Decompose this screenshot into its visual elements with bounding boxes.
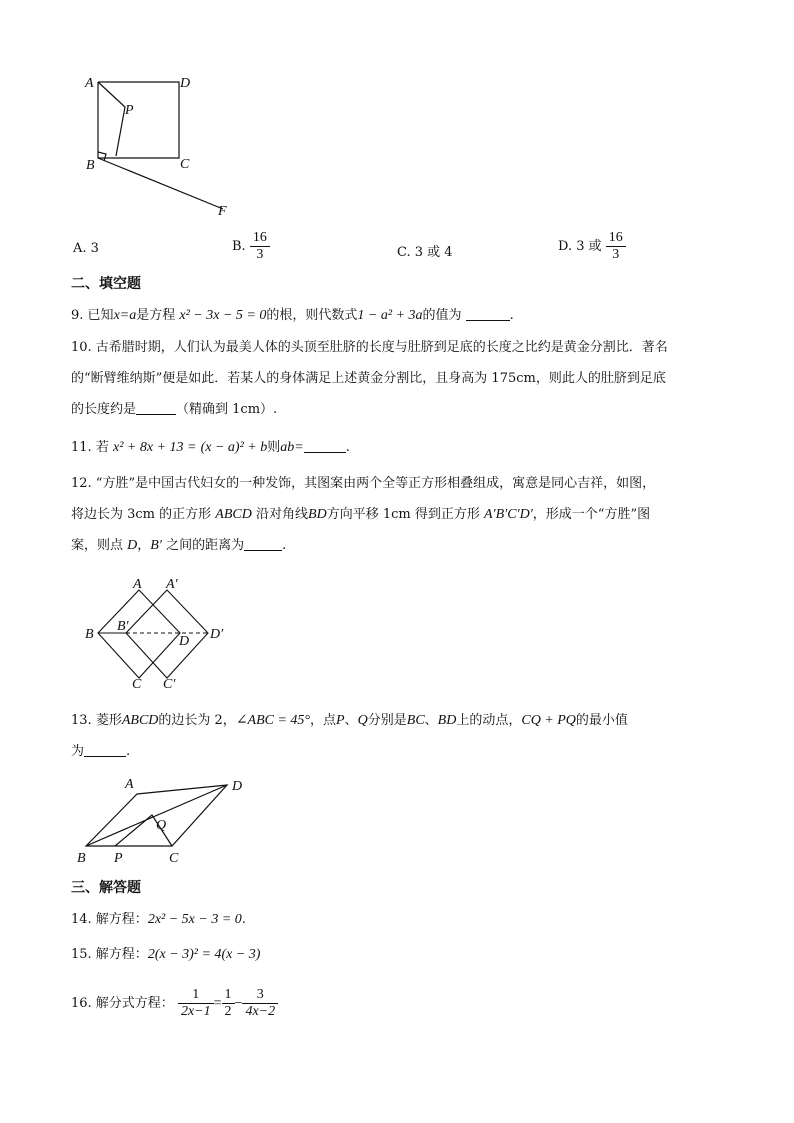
figure-square-abcd	[78, 72, 248, 222]
section-heading-answer: 三、解答题	[71, 880, 141, 896]
option-d-fraction: $\frac{16}{3}$	[606, 230, 626, 263]
label-A: A	[85, 76, 94, 91]
option-c[interactable]	[397, 241, 453, 260]
option-d-label: D. 3 或	[558, 239, 602, 254]
label-C: C	[169, 851, 179, 866]
label-A: A	[133, 577, 142, 592]
question-15: 15. 解方程：2(x − 3)² = 4(x − 3)	[71, 947, 261, 962]
fraction-2: $\frac{1}{2}$	[222, 987, 235, 1020]
label-B: B	[85, 627, 94, 642]
label-D: D	[179, 634, 190, 649]
question-14: 14. 解方程：2x² − 5x − 3 = 0.	[71, 912, 246, 927]
answer-blank[interactable]	[466, 308, 510, 321]
label-D: D	[232, 779, 243, 794]
question-12-line3: 案，则点 D，B′ 之间的距离为 .	[71, 538, 287, 553]
figure-fangsheng	[80, 572, 240, 694]
label-A-prime: A′	[166, 577, 178, 592]
label-B: B	[86, 158, 95, 173]
question-9: 9. 已知x=a是方程 x² − 3x − 5 = 0的根，则代数式1 − a² + 3a的值为 .	[71, 308, 514, 323]
option-a[interactable]	[73, 241, 99, 256]
label-P: P	[114, 851, 123, 866]
question-12-line2: 将边长为 3cm 的正方形 ABCD 沿对角线BD方向平移 1cm 得到正方形 A′B′C′D′，形成一个“方胜”图	[71, 507, 651, 522]
answer-blank[interactable]	[136, 402, 176, 415]
figure-rhombus	[72, 770, 262, 866]
label-C: C	[180, 157, 190, 172]
answer-blank[interactable]	[304, 440, 346, 453]
question-10-line2: 的“断臂维纳斯”便是如此．若某人的身体满足上述黄金分割比，且身高为 175cm，则此人的肚脐到足底	[71, 371, 666, 386]
label-C-prime: C′	[163, 677, 176, 692]
answer-blank[interactable]	[84, 744, 126, 757]
label-A: A	[125, 777, 134, 792]
option-b[interactable]	[232, 230, 270, 263]
question-11: 11. 若 x² + 8x + 13 = (x − a)² + b则ab= .	[71, 440, 350, 455]
question-10-line3: 的长度约是 （精确到 1cm）.	[71, 402, 278, 417]
label-P: P	[125, 103, 134, 118]
label-D: D	[180, 76, 191, 91]
label-B: B	[77, 851, 86, 866]
option-d[interactable]	[558, 230, 626, 263]
label-Q: Q	[156, 818, 167, 833]
label-C: C	[132, 677, 142, 692]
fraction-1: $\frac{1}{2x-1}$	[178, 987, 214, 1020]
option-a-label: A. 3	[73, 241, 99, 256]
option-b-fraction: $\frac{16}{3}$	[250, 230, 270, 263]
question-10-line1: 10. 古希腊时期，人们认为最美人体的头顶至肚脐的长度与肚脐到足底的长度之比约是黄金分割比．著名	[71, 340, 668, 355]
option-c-label: C. 3 或 4	[397, 245, 453, 260]
question-12-line1: 12. “方胜”是中国古代妇女的一种发饰，其图案由两个全等正方形相叠组成，寓意是同心吉祥，如图，	[71, 476, 656, 491]
question-16: 16. 解分式方程： $\frac{1}{2x-1}$ = $\frac{1}{2}$ − $\frac{3}{4x-2}$	[71, 984, 278, 1024]
option-b-label: B.	[232, 239, 246, 254]
question-13-line1: 13. 菱形ABCD的边长为 2，∠ABC = 45°，点P、Q分别是BC、BD上的动点，CQ + PQ的最小值	[71, 713, 628, 728]
section-heading-fill-blank: 二、填空题	[71, 276, 141, 292]
fraction-3: $\frac{3}{4x-2}$	[242, 987, 278, 1020]
label-D-prime: D′	[210, 627, 224, 642]
label-F: F	[218, 204, 227, 219]
answer-blank[interactable]	[244, 538, 282, 551]
question-13-line2: 为 .	[71, 744, 131, 759]
label-B-prime: B′	[117, 619, 129, 634]
